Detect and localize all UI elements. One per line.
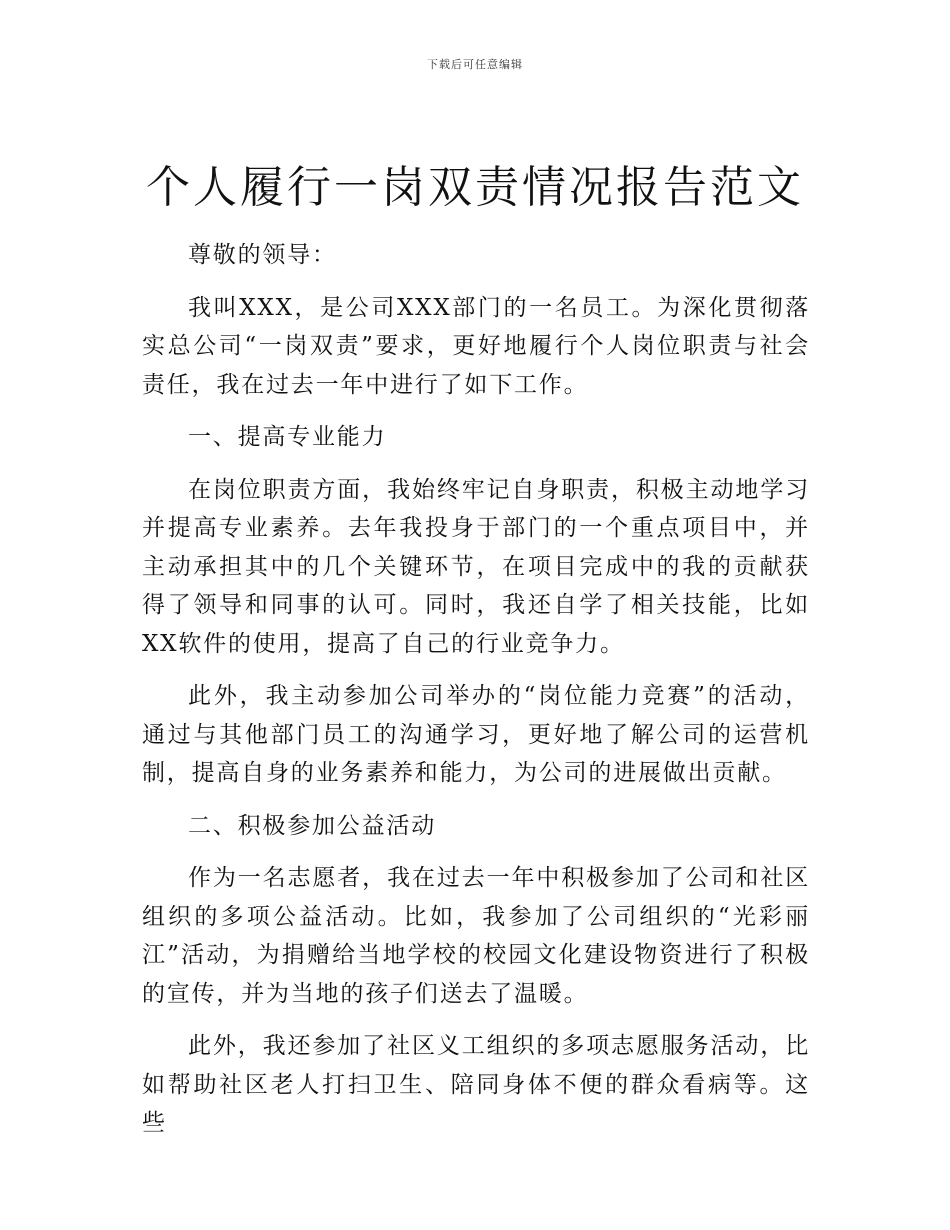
section-heading-1: 一、提高专业能力 <box>188 424 387 450</box>
intro-paragraph: 我叫XXX，是公司XXX部门的一名员工。为深化贯彻落实总公司“一岗双责”要求，更好地履行个人岗位职责与社会责任，我在过去一年中进行了如下工作。 <box>142 294 810 398</box>
section-1-paragraph-2: 此外，我主动参加公司举办的“岗位能力竞赛”的活动，通过与其他部门员工的沟通学习，更好地了解公司的运营机制，提高自身的业务素养和能力，为公司的进展做出贡献。 <box>142 683 810 786</box>
section-2-paragraph-1: 作为一名志愿者，我在过去一年中积极参加了公司和社区组织的多项公益活动。比如，我参加了公司组织的“光彩丽江”活动，为捐赠给当地学校的校园文化建设物资进行了积极的宣传，并为当地的孩子们送去了温暖。 <box>142 865 810 1007</box>
page-header-note: 下载后可任意编辑 <box>427 58 523 71</box>
section-2-paragraph-2: 此外，我还参加了社区义工组织的多项志愿服务活动，比如帮助社区老人打扫卫生、陪同身体不便的群众看病等。这些 <box>142 1033 810 1136</box>
document-body <box>142 236 810 1157</box>
document-title: 个人履行一岗双责情况报告范文 <box>146 162 804 213</box>
salutation: 尊敬的领导： <box>188 242 337 268</box>
section-heading-2: 二、积极参加公益活动 <box>188 812 436 839</box>
section-1-paragraph-1: 在岗位职责方面，我始终牢记自身职责，积极主动地学习并提高专业素养。去年我投身于部门的一个重点项目中，并主动承担其中的几个关键环节，在项目完成中的我的贡献获得了领导和同事的认可。同时，我还自学了相关技能，比如XX软件的使用，提高了自己的行业竞争力。 <box>142 476 810 657</box>
